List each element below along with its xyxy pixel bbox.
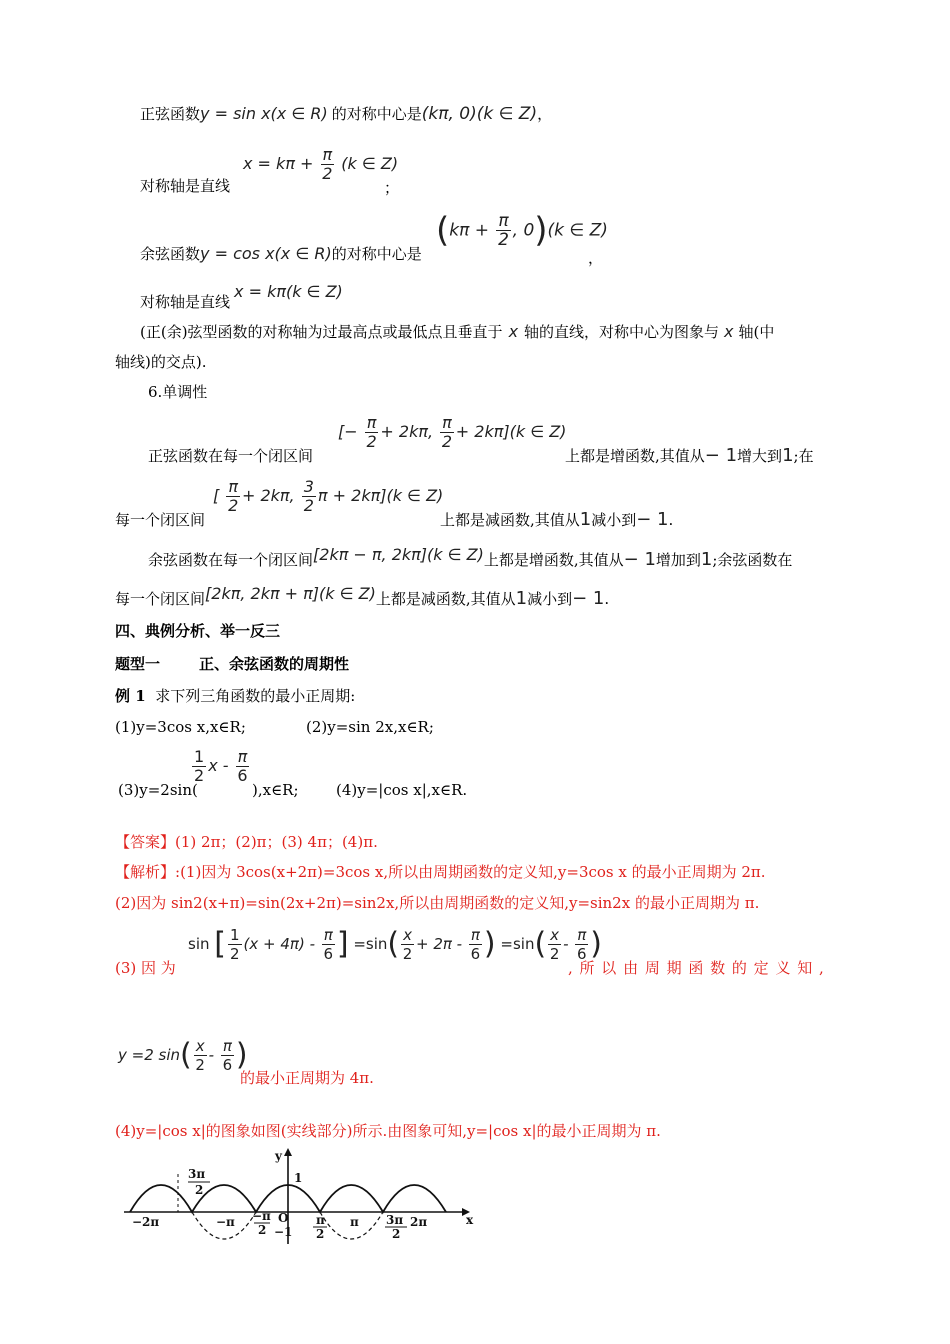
text: 上都是增函数,其值从 xyxy=(565,447,705,465)
den: 6 xyxy=(470,945,481,963)
tick-neg-pi: −π xyxy=(216,1215,235,1229)
math: [− xyxy=(338,422,358,441)
text: 轴(中 xyxy=(738,323,775,341)
den: 2 xyxy=(366,432,377,451)
tick-neg-2pi: −2π xyxy=(132,1215,160,1229)
math: + 2kπ, xyxy=(241,486,295,505)
math: , 0 xyxy=(512,220,535,241)
den: 2 xyxy=(402,945,413,963)
num: π xyxy=(577,926,587,944)
math: [2kπ − π, 2kπ](k ∈ Z) xyxy=(313,545,484,564)
num: 1 xyxy=(194,747,205,766)
analysis-3-y-formula: y =2 sin( $\frac{x}{2}$ - $\frac{\pi}{6}$ ) xyxy=(118,1037,248,1074)
text: 余弦函数在每一个闭区间 xyxy=(148,551,314,569)
label: 【答案】 xyxy=(115,833,176,851)
tick-pi2-num: π xyxy=(316,1213,325,1227)
tick-2pi: 2π xyxy=(410,1215,428,1229)
ex1-q1: (1)y=3cos x,x∈R; xyxy=(115,718,246,736)
fraction xyxy=(302,478,316,515)
text: 减小到 xyxy=(591,511,637,529)
fraction xyxy=(548,926,561,963)
analysis-2: (2)因为 sin2(x+π)=sin(2x+2π)=sin2x,所以由周期函数的定义知,y=sin2x 的最小正周期为 π. xyxy=(115,894,760,912)
tick-one: 1 xyxy=(294,1171,303,1185)
type-1-label: 题型一 xyxy=(115,655,161,673)
tick-neg-one: −1 xyxy=(274,1225,293,1239)
sine-axis-formula xyxy=(243,146,398,183)
den: 2 xyxy=(549,945,560,963)
math: (k ∈ Z) xyxy=(547,220,608,241)
num: x xyxy=(550,926,560,944)
den: 6 xyxy=(237,766,248,785)
math: + 2kπ](k ∈ Z) xyxy=(455,422,567,441)
fraction xyxy=(469,926,482,963)
math: (kπ, 0)(k ∈ Z) xyxy=(421,104,538,124)
text: 上都是减函数,其值从 xyxy=(375,590,516,608)
math: x xyxy=(724,322,734,341)
text: 每一个闭区间 xyxy=(115,590,206,608)
tick-neg-pi2-num: −π xyxy=(252,1209,271,1223)
section-4-title: 四、典例分析、举一反三 xyxy=(115,622,281,640)
text: 求下列三角函数的最小正周期: xyxy=(155,687,356,705)
analysis-3-c: 的最小正周期为 4π. xyxy=(240,1069,374,1087)
fraction xyxy=(401,926,414,963)
ex1-q4: (4)y=|cos x|,x∈R. xyxy=(336,781,468,799)
math: y = cos x(x ∈ R) xyxy=(200,244,332,263)
num: x xyxy=(195,1037,205,1055)
tick-pi2-den: 2 xyxy=(316,1227,325,1241)
math: + 2π - xyxy=(415,935,463,953)
math: − 1 xyxy=(572,588,605,609)
comma: ， xyxy=(588,249,604,267)
num: π xyxy=(228,477,238,496)
num: π xyxy=(470,926,480,944)
text: 的对称中心是 xyxy=(331,245,422,263)
tick-pi: π xyxy=(350,1215,359,1229)
analysis-3-b: , 所 以 由 周 期 函 数 的 定 义 知 , xyxy=(568,959,825,977)
tick-3pi2-top-den: 2 xyxy=(195,1183,204,1197)
den: 2 xyxy=(322,164,333,183)
math: x xyxy=(508,322,519,341)
each-interval-label: 每一个闭区间 xyxy=(115,511,206,529)
analysis-3-a: (3) 因 为 xyxy=(115,959,176,977)
math: (x + 4π) - xyxy=(243,935,315,953)
origin: O xyxy=(278,1211,289,1225)
tick-3pi2-top-num: 3π xyxy=(188,1167,206,1181)
fraction xyxy=(236,748,250,785)
sine-inc-label: 正弦函数在每一个闭区间 xyxy=(148,447,314,465)
num: π xyxy=(442,413,452,432)
ex1-q3-a: (3)y=2sin( xyxy=(118,781,198,799)
sine-sym-line xyxy=(140,104,552,124)
math: sin xyxy=(188,935,210,953)
math: - xyxy=(563,935,569,953)
fraction xyxy=(194,1037,207,1074)
label: 【解析】 xyxy=(115,863,176,881)
ex1-q2: (2)y=sin 2x,x∈R; xyxy=(306,718,434,736)
fraction xyxy=(192,748,206,785)
den: 2 xyxy=(230,945,240,963)
den: 6 xyxy=(222,1056,233,1074)
fraction xyxy=(228,926,242,963)
text: ;余弦函数在 xyxy=(712,551,793,569)
type-1-title: 正、余弦函数的周期性 xyxy=(199,655,350,673)
math: − 1 xyxy=(623,549,656,570)
math: x - xyxy=(208,756,229,775)
num: π xyxy=(237,747,248,766)
text: (1) 2π；(2)π；(3) 4π；(4)π. xyxy=(175,833,378,851)
math: x = kπ + xyxy=(243,154,314,173)
num: 3 xyxy=(303,477,314,496)
fraction xyxy=(226,478,240,515)
math: π + 2kπ](k ∈ Z) xyxy=(317,486,444,505)
den: 2 xyxy=(303,496,314,515)
fraction xyxy=(496,212,510,249)
text: 增加到 xyxy=(655,551,701,569)
text: 余弦函数 xyxy=(140,245,201,263)
axis-label-1: 对称轴是直线 xyxy=(140,177,231,195)
cos-inc-line xyxy=(148,545,793,570)
math: [ xyxy=(213,486,220,505)
example-1 xyxy=(115,686,355,706)
analysis-3-formula: sin [ $\frac{1}{2}$ (x + 4π) - $\frac{\pi}{6}$ ] =sin( $\frac{x}{2}$ + 2π - $\frac{\pi}{6}$ ) =sin( $\frac{x}{2}$ - $\frac{\pi}{6}$ ) xyxy=(188,926,603,963)
sine-inc-interval xyxy=(338,414,566,451)
num: π xyxy=(322,145,333,164)
text: . xyxy=(668,511,674,529)
label: 例 1 xyxy=(115,687,146,705)
text: 上都是减函数,其值从 xyxy=(440,511,580,529)
tick-neg-pi2-den: 2 xyxy=(258,1223,267,1237)
den: 2 xyxy=(195,1056,205,1074)
y-axis-arrow xyxy=(284,1148,292,1156)
abs-cos-graph xyxy=(118,1148,478,1248)
math: y = sin x(x ∈ R) xyxy=(200,104,328,123)
math: (k ∈ Z) xyxy=(341,154,399,173)
tick-3pi2-den: 2 xyxy=(392,1227,401,1241)
math: kπ + xyxy=(449,220,489,241)
cos-center-formula: (kπ + $\frac{\pi}{2}$ , 0)(k ∈ Z) xyxy=(436,210,608,251)
cos-axis-line xyxy=(140,282,343,312)
math: − 1 xyxy=(704,445,738,466)
num: π xyxy=(323,926,333,944)
math: x = kπ(k ∈ Z) xyxy=(234,282,343,301)
fraction xyxy=(440,414,454,451)
math: 1 xyxy=(515,588,528,609)
math: - xyxy=(208,1046,215,1064)
analysis-1 xyxy=(115,862,766,882)
fraction xyxy=(322,926,335,963)
sine-dec-interval xyxy=(213,478,443,515)
den: 2 xyxy=(194,766,205,785)
tick-3pi2-num: 3π xyxy=(386,1213,404,1227)
text: 对称轴是直线 xyxy=(140,293,231,311)
den: 2 xyxy=(441,432,453,451)
den: 6 xyxy=(577,945,587,963)
text: ;在 xyxy=(793,447,814,465)
num: x xyxy=(403,926,412,944)
den: 6 xyxy=(323,945,334,963)
y-label: y xyxy=(275,1149,282,1163)
math: 1 xyxy=(700,549,713,570)
text: :(1)因为 3cos(x+2π)=3cos x,所以由周期函数的定义知,y=3cos x 的最小正周期为 2π. xyxy=(175,863,766,881)
den: 2 xyxy=(498,230,509,250)
general-note-cont: 轴线)的交点). xyxy=(115,353,207,371)
math: =sin xyxy=(500,935,535,953)
general-note xyxy=(140,322,774,342)
text: . xyxy=(604,590,610,608)
text: (正(余)弦型函数的对称轴为过最高点或最低点且垂直于 xyxy=(140,323,503,341)
text: ， xyxy=(537,105,553,123)
text: 轴的直线，对称中心为图象与 xyxy=(524,323,720,341)
math: − 1 xyxy=(636,509,669,530)
num: π xyxy=(498,211,509,231)
num: π xyxy=(366,413,377,432)
fraction xyxy=(321,146,335,183)
math: 1 xyxy=(579,509,592,530)
fraction xyxy=(365,414,379,451)
math: + 2kπ, xyxy=(380,422,434,441)
text: 增大到 xyxy=(737,447,783,465)
num: π xyxy=(222,1037,232,1055)
text: 正弦函数 xyxy=(140,105,201,123)
section-6-title: 6.单调性 xyxy=(148,383,208,401)
fraction xyxy=(221,1037,234,1074)
text: 的对称中心是 xyxy=(331,105,422,123)
math: [2kπ, 2kπ + π](k ∈ Z) xyxy=(205,584,376,603)
math: =sin xyxy=(353,935,388,953)
ex1-q3-formula xyxy=(190,748,251,785)
den: 2 xyxy=(228,496,239,515)
math: y =2 sin xyxy=(118,1046,181,1064)
sine-inc-text xyxy=(565,446,814,466)
analysis-4: (4)y=|cos x|的图象如图(实线部分)所示.由图象可知,y=|cos x|的最小正周期为 π. xyxy=(115,1122,661,1140)
sine-dec-text xyxy=(440,510,673,530)
ex1-q3-b: ),x∈R; xyxy=(252,781,299,799)
semicolon: ； xyxy=(384,179,400,197)
cos-dec-line xyxy=(115,584,610,609)
cos-sym-line xyxy=(140,244,422,264)
text: 减小到 xyxy=(527,590,573,608)
text: 上都是增函数,其值从 xyxy=(483,551,624,569)
x-label: x xyxy=(466,1213,474,1227)
math: 1 xyxy=(782,445,794,466)
num: 1 xyxy=(230,926,240,944)
answer xyxy=(115,832,378,852)
